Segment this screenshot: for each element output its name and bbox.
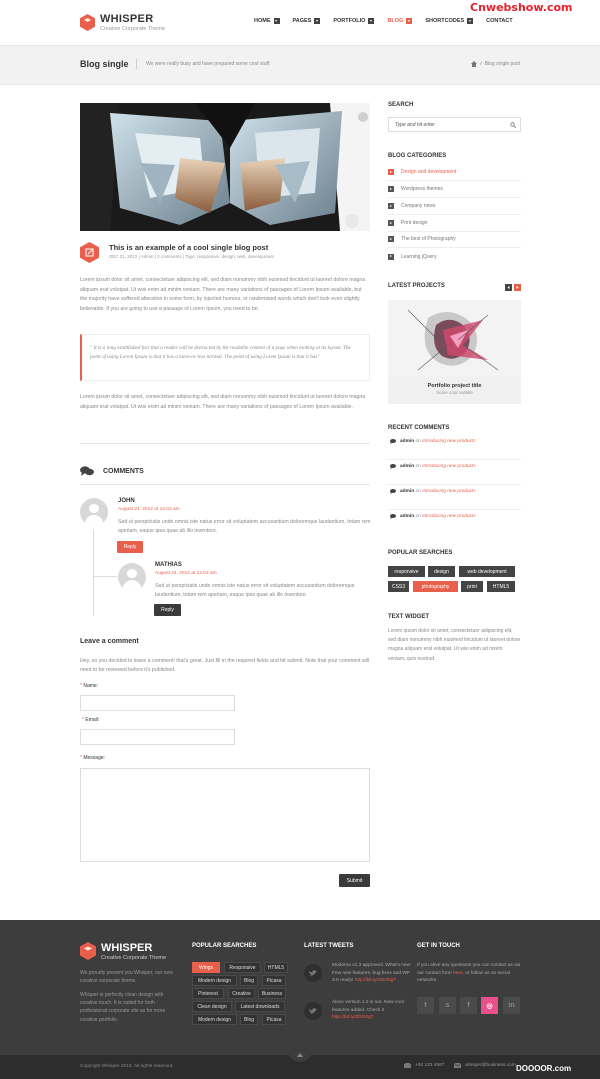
watermark: DOOOOR.com [516,1064,572,1073]
home-icon[interactable] [471,61,477,67]
post-paragraph-2: Lorem ipsum dolor sit amet, consectetuer adipiscing elit, sed diam nonummy nibh euismod tincidunt ut laoreet dolore magna aliquam erat volutpat. Ut wisi enim ad minim veniam. There are many variations of passages of Lorem Ipsum available. [80,394,366,410]
back-to-top-button[interactable] [288,1050,312,1062]
comments-heading: COMMENTS [80,466,144,476]
post-featured-image [80,103,370,231]
chevron-right-icon [388,254,394,260]
footer-logo-icon[interactable] [80,942,96,960]
footer-tag[interactable]: Picasa [262,1014,286,1025]
search-heading: SEARCH [388,102,414,108]
footer-tag[interactable]: Pinterest [192,988,224,999]
search-tag[interactable]: photography [413,581,458,592]
text-widget-body: Lorem ipsum dolor sit amet, consectetuer adipiscing elit, sed diam nonummy nibh euismod tincidunt ut laoreet dolore magna aliquam erat volutpat. Ut wisi enim ad minim veniam, quis nostrud. [388,628,521,662]
category-item[interactable]: Learning jQuery [388,248,521,265]
comments-icon [80,466,94,476]
get-in-touch-heading: GET IN TOUCH [417,943,460,949]
carousel-next-icon[interactable] [514,284,521,291]
comment-author[interactable]: JOHN [118,498,135,504]
post-format-icon [80,242,99,263]
footer-tag[interactable]: Responsive [224,962,261,973]
footer-tag[interactable]: Clean design [192,1001,232,1012]
avatar [80,498,108,526]
nav-blog[interactable]: BLOG [387,18,412,24]
watermark: Cnwebshow.com [470,1,573,14]
comment-thread-line [93,529,94,616]
footer-tag[interactable]: Blog [240,1014,258,1025]
comment-text: Sed ut perspiciatis unde omnis iste natus error sit voluptatem accusantium doloremque laudantium, totam rem aperiam, eaque ipsa quae ab illo inventore. [118,519,371,534]
post-title[interactable]: This is an example of a cool single blog post [109,243,269,252]
divider [80,443,370,444]
comment-date: August 24, 2012 at 12:02 am [155,571,217,576]
footer-brand-name: WHISPER [101,942,153,954]
footer-about-1: We proudly present you Whisper, our new creative corporate theme. [80,970,173,985]
search-icon[interactable] [510,122,516,128]
comment-date: August 24, 2012 at 12:02 am [118,507,180,512]
search-tag[interactable]: responsive [388,566,425,577]
carousel-prev-icon[interactable] [505,284,512,291]
divider [80,484,370,485]
post-quote: " It is a long established fact that a reader will be distracted by the readable content of a page when looking at its layout. The point of using Lorem Ipsum is that it has a more-or-less normal. The point of using Lorem Ipsum is that it has" [80,334,370,381]
mail-icon [454,1063,461,1068]
nav-home[interactable]: HOME [254,18,280,24]
chevron-down-icon [406,18,412,24]
chevron-right-icon [388,220,394,226]
copyright: Copyright Whisper 2013. All rights reserved. [80,1064,174,1069]
project-thumbnail[interactable] [388,300,521,377]
comment-author[interactable]: MATHIAS [155,562,182,568]
project-caption [388,377,521,404]
comment-bubble-icon [390,514,396,519]
chevron-right-icon [388,169,394,175]
site-header [0,0,600,45]
reply-button[interactable]: Reply [154,604,181,616]
avatar [118,563,146,591]
page-subtitle: We were really busy and have prepared some cool stuff. [146,61,271,67]
carousel-controls [505,284,521,291]
nav-contact[interactable]: CONTACT [486,18,513,24]
tweet: Moderna v1.3 approved. What's new: Few new features, bug fixes and WP 3.5 ready! http://bit.ly/ZDO0gT [332,963,412,984]
message-field[interactable] [80,768,370,862]
comment-bubble-icon [390,464,396,469]
footer-tag[interactable]: Modern design [192,975,237,986]
chevron-right-icon [388,186,394,192]
chevron-down-icon [274,18,280,24]
leave-comment-heading: Leave a comment [80,638,139,645]
logo-icon[interactable] [80,14,95,31]
recent-comment-item[interactable]: admin on Introducing new products [388,511,521,535]
category-item[interactable]: Company news [388,198,521,215]
chevron-down-icon [314,18,320,24]
facebook-icon[interactable]: f [460,997,477,1014]
twitter-icon [304,1002,322,1020]
footer-brand-tagline: Creative Corporate Theme [101,955,167,961]
dribbble-icon[interactable]: ◎ [481,997,498,1014]
skype-icon[interactable]: s [439,997,456,1014]
categories-heading: BLOG CATEGORIES [388,153,447,159]
arrow-up-icon [288,1050,312,1062]
linkedin-icon[interactable]: in [503,997,520,1014]
popular-searches-heading: POPULAR SEARCHES [388,550,453,556]
page-title-bar [0,45,600,85]
latest-tweets-heading: LATEST TWEETS [304,943,354,949]
contact-text: If you ahve any questions you can contact us via our contact form here, or follow us on social networks. [417,963,521,984]
comment-bubble-icon [390,439,396,444]
chevron-right-icon [388,236,394,242]
email-label: * Email: [82,717,100,723]
submit-button[interactable]: Submit [339,874,370,887]
recent-comments-heading: RECENT COMMENTS [388,425,450,431]
category-item[interactable]: Wordpress themes [388,181,521,198]
search-tag[interactable]: web development [459,566,515,577]
footer-tag[interactable]: Modern design [192,1014,237,1025]
chevron-down-icon [368,18,374,24]
comment-thread-branch [93,576,117,577]
message-label: * Message: [80,755,106,761]
category-item[interactable]: Design and development [388,164,521,181]
twitter-icon [304,964,322,982]
nav-portfolio[interactable]: PORTFOLIO [333,18,374,24]
latest-projects-heading: LATEST PROJECTS [388,283,445,289]
footer-tag[interactable]: Creative [228,988,255,999]
twitter-icon[interactable]: t [417,997,434,1014]
post-meta: DEC 21, 2012 | Admin | 2 comments | Tags: responsive, design, web, development [109,254,274,259]
recent-comment-item[interactable]: admin on Introducing new products [388,436,521,460]
search-tag[interactable]: design [428,566,455,577]
category-item[interactable]: The best of Photography [388,231,521,248]
search-tag[interactable]: HTML5 [487,581,515,592]
tweet: Alexx version 1.2 is out. New cool features added. Check it http://bit.ly/ZDO0gT [332,1000,404,1021]
breadcrumb-current: Blog single post [484,61,520,67]
nav-shortcodes[interactable]: SHORTCODES [425,18,473,24]
footer-tag[interactable]: Business [258,988,286,999]
chevron-down-icon [467,18,473,24]
recent-comment-item[interactable]: admin on Introducing new products [388,461,521,485]
breadcrumb [471,61,520,67]
project-title[interactable]: Portfolio project title [427,383,482,389]
comment-bubble-icon [390,489,396,494]
title-divider [136,59,137,69]
footer-tag[interactable]: Blog [240,975,258,986]
name-field[interactable] [80,695,235,711]
site-footer [0,920,600,1055]
footer-email[interactable]: whisper@business.com [454,1063,516,1068]
search-tag[interactable]: CSS3 [388,581,409,592]
chevron-right-icon [388,203,394,209]
name-label: * Name: [80,683,99,689]
recent-comment-item[interactable]: admin on Introducing new products [388,486,521,510]
phone-icon [404,1063,411,1068]
text-widget-heading: TEXT WIDGET [388,614,429,620]
nav-pages[interactable]: PAGES [293,18,321,24]
footer-tag[interactable]: Latest downloads [235,1001,285,1012]
main-nav [254,18,526,24]
post-paragraph-1: Lorem ipsum dolor sit amet, consectetuer adipiscing elit, sed diam nonummy nibh euismod tincidunt ut laoreet dolore magna aliquam erat volutpat. Ut wisi enim ad minim veniam. There are many variations of passages of Lorem Ipsum available, but the majority have suffered alteration in some form, by injected humour, or randomised words which don't look even slightly believable. If you are going to use a passage of Lorem Ipsum, you need to be. [80,277,366,312]
footer-tag[interactable]: HTML5 [264,962,288,973]
search-input[interactable]: Type and hit enter [388,117,521,132]
email-field[interactable] [80,729,235,745]
brand-name[interactable]: WHISPER [100,13,154,25]
page-title: Blog single [80,59,129,69]
brand-tagline: Creative Corporate Theme [100,26,166,32]
footer-tag[interactable]: Picasa [262,975,286,986]
footer-tag[interactable]: Wings [192,962,220,973]
comment-text: Sed ut perspiciatis unde omnis iste natus error sit voluptatem accusantium doloremque laudantium, totam rem aperiam, eaque ipsa quae ab illo inventore. [155,583,355,598]
form-intro: Hey, so you decided to leave a comment! that's great. Just fill in the required fields and hit submit. Note that your comment will need to be reviewed before it's published. [80,658,370,674]
breadcrumb-separator: / [480,61,482,67]
search-tag[interactable]: print [461,581,483,592]
footer-popular-heading: POPULAR SEARCHES [192,943,257,949]
project-subtitle: Some cool subtitle [436,390,473,395]
footer-phone: +00 123 4567 [404,1063,444,1068]
reply-button[interactable]: Reply [117,541,143,553]
footer-about-2: Whisper is perfectly clean design with creative touch. It is suited for both professional corporate site as for more creative portfolio. [80,992,166,1023]
category-item[interactable]: Print design [388,215,521,232]
